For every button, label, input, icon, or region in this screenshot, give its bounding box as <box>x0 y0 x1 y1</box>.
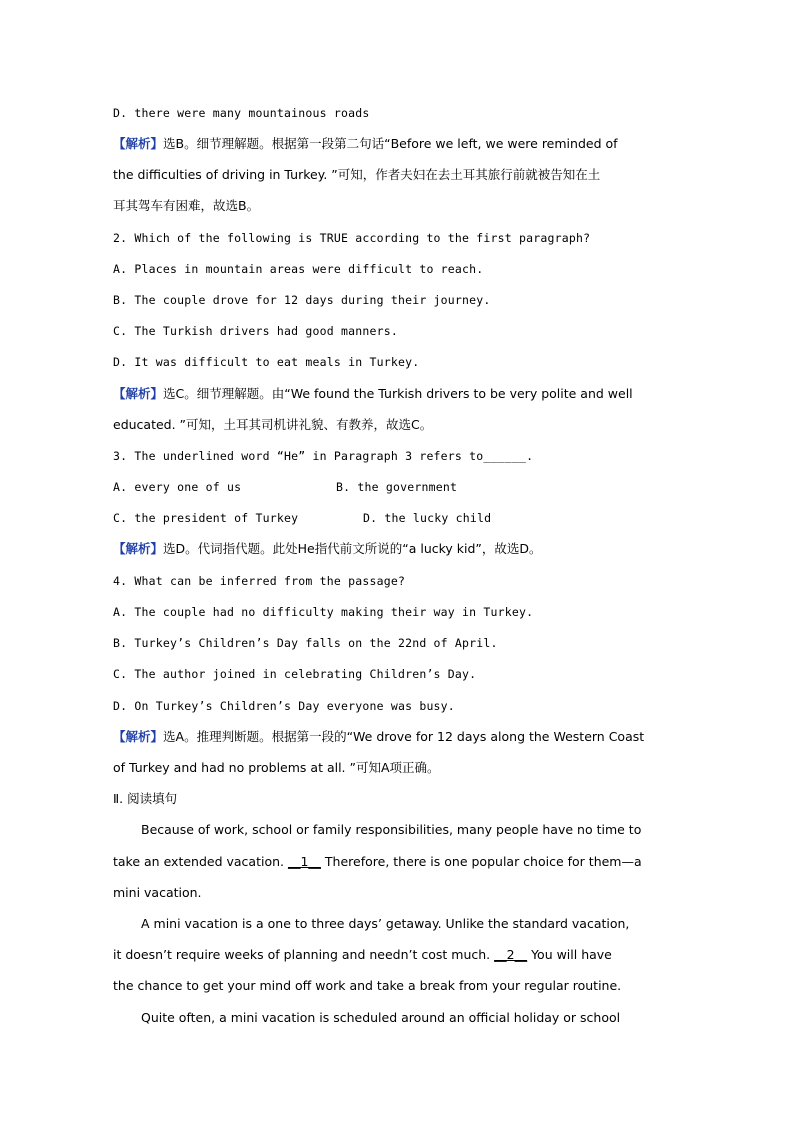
q4-analysis-line-2: of Turkey and had no problems at all. ”可知A项正确。 <box>113 760 440 775</box>
passage-p1-line-2: take an extended vacation. __1__ Therefore, there is one popular choice for them—a <box>113 854 642 869</box>
q3-options-row-2 <box>113 510 680 526</box>
analysis-tag: 【解析】 <box>113 729 164 744</box>
q3-option-a: A. every one of us <box>113 480 242 494</box>
passage-p3-line-1: Quite often, a mini vacation is scheduled around an official holiday or school <box>141 1010 621 1025</box>
q4-option-d: D. On Turkey’s Children’s Day everyone was busy. <box>113 699 455 713</box>
q3-analysis-line-1: 【解析】选D。代词指代题。此处He指代前文所说的“a lucky kid”，故选D。 <box>113 541 542 556</box>
blank-2: __2__ <box>494 947 528 962</box>
q2-option-d: D. It was difficult to eat meals in Turkey. <box>113 355 420 369</box>
q4-analysis-line-1: 【解析】选A。推理判断题。根据第一段的“We drove for 12 days along the Western Coast <box>113 729 645 744</box>
q3-option-c: C. the president of Turkey <box>113 511 299 525</box>
passage-p2-line-2: it doesn’t require weeks of planning and needn’t cost much. __2__ You will have <box>113 947 612 962</box>
q3-option-b: B. the government <box>336 480 458 494</box>
q1-analysis-line-3: 耳其驾车有困难，故选B。 <box>113 198 260 213</box>
q2-analysis-line-1: 【解析】选C。细节理解题。由“We found the Turkish drivers to be very polite and well <box>113 386 633 401</box>
passage-p2-line-3: the chance to get your mind off work and take a break from your regular routine. <box>113 978 622 993</box>
q2-option-b: B. The couple drove for 12 days during their journey. <box>113 293 491 307</box>
passage-p1-line-3: mini vacation. <box>113 885 202 900</box>
q3-option-d: D. the lucky child <box>363 511 492 525</box>
q1-analysis-line-1: 【解析】选B。细节理解题。根据第一段第二句话“Before we left, we were reminded of <box>113 136 618 151</box>
analysis-tag: 【解析】 <box>113 541 164 556</box>
passage-p2-line-1: A mini vacation is a one to three days’ getaway. Unlike the standard vacation, <box>141 916 630 931</box>
analysis-tag: 【解析】 <box>113 386 164 401</box>
q4-option-a: A. The couple had no difficulty making their way in Turkey. <box>113 605 534 619</box>
q1-option-d: D. there were many mountainous roads <box>113 106 370 120</box>
q2-option-a: A. Places in mountain areas were difficult to reach. <box>113 262 484 276</box>
q3-question: 3. The underlined word “He” in Paragraph 3 refers to______. <box>113 449 534 463</box>
q1-analysis-line-2: the difficulties of driving in Turkey. ”可知，作者夫妇在去土耳其旅行前就被告知在土 <box>113 167 601 182</box>
blank-1: __1__ <box>287 854 321 869</box>
q4-option-b: B. Turkey’s Children’s Day falls on the 22nd of April. <box>113 636 498 650</box>
analysis-tag: 【解析】 <box>113 136 164 151</box>
q3-options-row-1 <box>113 479 680 495</box>
passage-p1-line-1: Because of work, school or family responsibilities, many people have no time to <box>141 822 642 837</box>
q2-analysis-line-2: educated. ”可知，土耳其司机讲礼貌、有教养，故选C。 <box>113 417 433 432</box>
q2-question: 2. Which of the following is TRUE according to the first paragraph? <box>113 231 591 245</box>
q4-option-c: C. The author joined in celebrating Children’s Day. <box>113 667 477 681</box>
q4-question: 4. What can be inferred from the passage? <box>113 574 406 588</box>
section-heading: Ⅱ. 阅读填句 <box>113 791 178 806</box>
q2-option-c: C. The Turkish drivers had good manners. <box>113 324 398 338</box>
